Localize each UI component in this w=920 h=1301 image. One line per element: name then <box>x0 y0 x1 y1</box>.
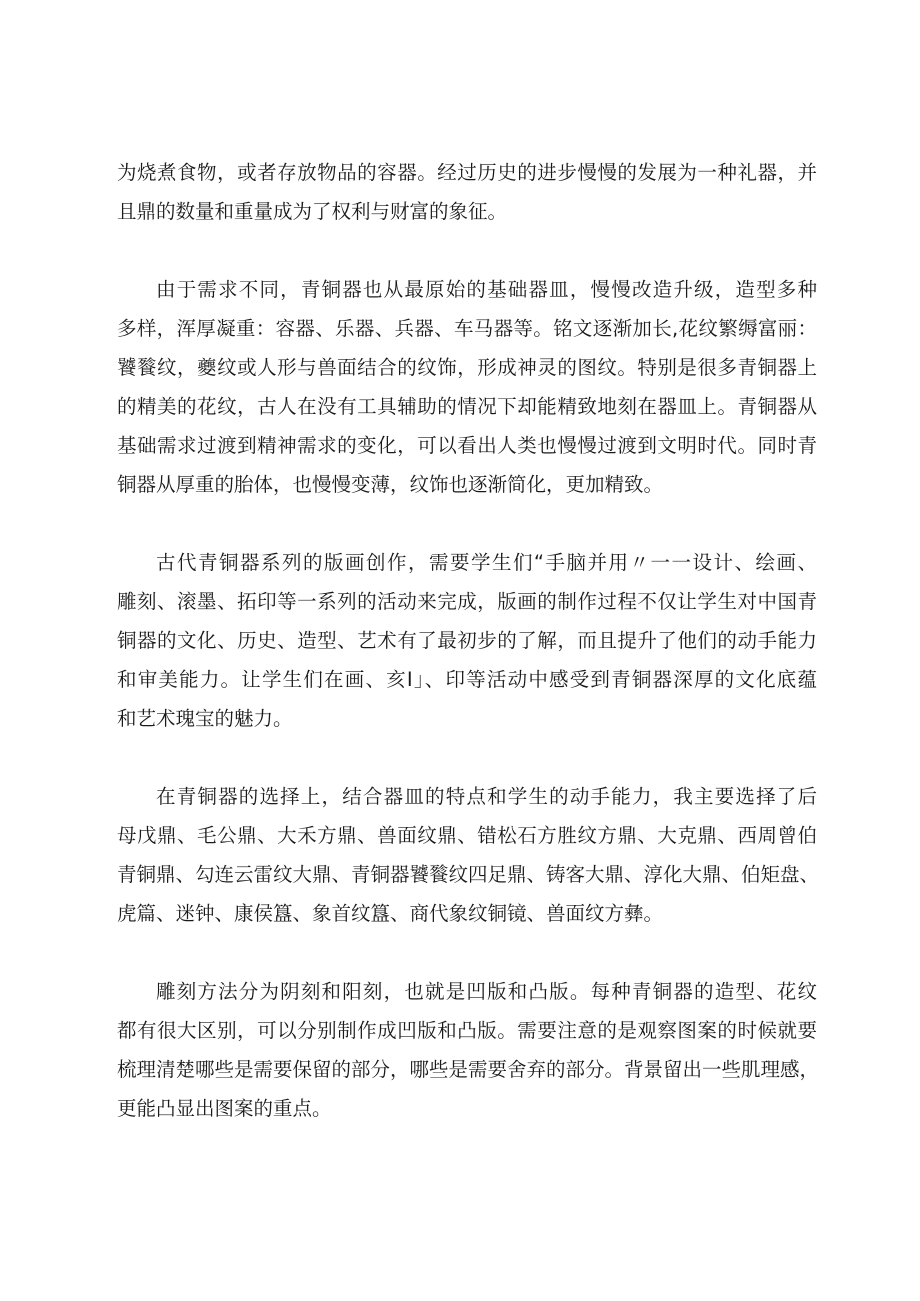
paragraph-2 <box>117 270 817 504</box>
paragraph-line: 和艺术瑰宝的魅力。 <box>117 707 293 730</box>
paragraph-1 <box>117 153 817 231</box>
paragraph-line: 雕刻方法分为阴刻和阳刻，也就是凹版和凸版。每种青铜器的造型、花纹 <box>156 980 817 1003</box>
paragraph-line: 多样，浑厚凝重：容器、乐器、兵器、车马器等。铭文逐渐加长,花纹繁缛富丽： <box>117 317 817 340</box>
paragraph-line: 青铜鼎、勾连云雷纹大鼎、青铜器饕餮纹四足鼎、铸客大鼎、淳化大鼎、伯矩盘、 <box>117 863 820 886</box>
paragraph-line: 饕餮纹，夔纹或人形与兽面结合的纹饰，形成神灵的图纹。特别是很多青铜器上 <box>117 356 817 379</box>
document-body <box>117 153 820 1128</box>
paragraph-line: 更能凸显出图案的重点。 <box>117 1097 332 1120</box>
paragraph-line: 由于需求不同，青铜器也从最原始的基础器皿，慢慢改造升级，造型多种 <box>156 278 817 301</box>
paragraph-line: 且鼎的数量和重量成为了权利与财富的象征。 <box>117 200 508 223</box>
paragraph-line: 都有很大区别，可以分别制作成凹版和凸版。需要注意的是观察图案的时候就要 <box>117 1019 817 1042</box>
paragraph-4 <box>117 777 820 933</box>
paragraph-line: 虎篇、迷钟、康侯簋、象首纹簋、商代象纹铜镜、兽面纹方彝。 <box>117 902 664 925</box>
paragraph-line: 在青铜器的选择上，结合器皿的特点和学生的动手能力，我主要选择了后 <box>156 785 817 808</box>
paragraph-line: 雕刻、滚墨、拓印等一系列的活动来完成，版画的制作过程不仅让学生对中国青 <box>117 590 817 613</box>
paragraph-line: 铜器从厚重的胎体，也慢慢变薄，纹饰也逐渐简化，更加精致。 <box>117 473 664 496</box>
paragraph-line: 铜器的文化、历史、造型、艺术有了最初步的了解，而且提升了他们的动手能力 <box>117 629 817 652</box>
paragraph-line: 的精美的花纹，古人在没有工具辅助的情况下却能精致地刻在器皿上。青铜器从 <box>117 395 817 418</box>
paragraph-line: 基础需求过渡到精神需求的变化，可以看出人类也慢慢过渡到文明时代。同时青 <box>117 434 817 457</box>
paragraph-line: 母戊鼎、毛公鼎、大禾方鼎、兽面纹鼎、错松石方胜纹方鼎、大克鼎、西周曾伯 <box>117 824 817 847</box>
paragraph-line: 古代青铜器系列的版画创作，需要学生们“手脑并用〃一一设计、绘画、 <box>156 551 817 574</box>
paragraph-3 <box>117 543 817 738</box>
paragraph-5 <box>117 972 820 1128</box>
paragraph-line: 和审美能力。让学生们在画、亥I」、印等活动中感受到青铜器深厚的文化底蕴 <box>117 668 817 691</box>
paragraph-line: 为烧煮食物，或者存放物品的容器。经过历史的进步慢慢的发展为一种礼器，并 <box>117 161 817 184</box>
paragraph-line: 梳理清楚哪些是需要保留的部分，哪些是需要舍弃的部分。背景留出一些肌理感， <box>117 1058 820 1081</box>
